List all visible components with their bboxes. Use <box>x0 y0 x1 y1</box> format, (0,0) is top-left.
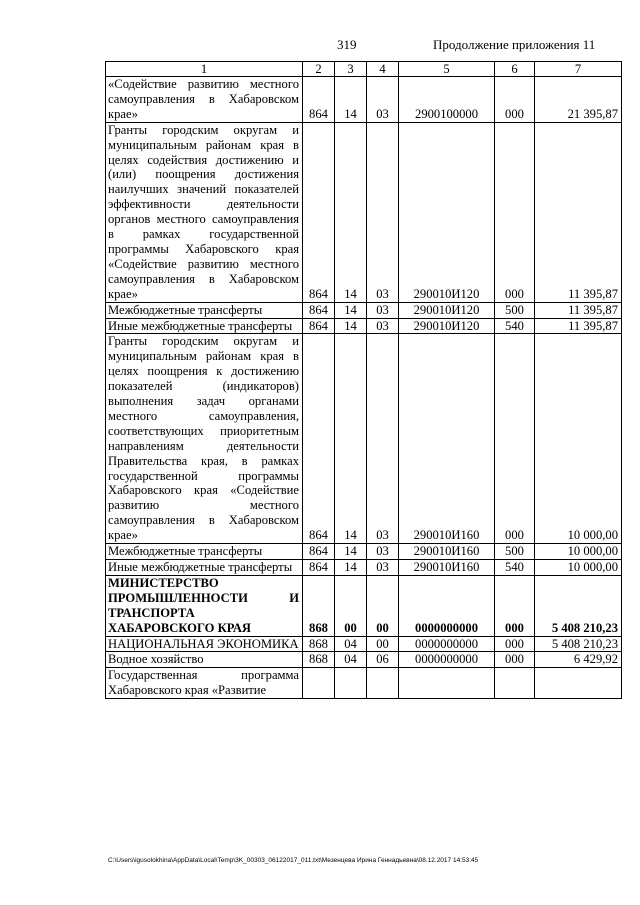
cell-subsection-code: 00 <box>367 575 399 636</box>
column-header: 2 <box>303 62 335 77</box>
row-description: Иные межбюджетные трансферты <box>106 560 303 576</box>
cell-target-code: 290010И120 <box>399 122 495 302</box>
table-row <box>106 302 622 318</box>
cell-expense-type: 000 <box>495 652 535 668</box>
cell-subsection-code: 03 <box>367 318 399 334</box>
cell-amount: 10 000,00 <box>535 334 622 544</box>
cell-expense-type: 000 <box>495 334 535 544</box>
table-row <box>106 334 622 544</box>
column-header: 1 <box>106 62 303 77</box>
cell-target-code: 0000000000 <box>399 636 495 652</box>
cell-ministry-code: 868 <box>303 636 335 652</box>
cell-amount: 6 429,92 <box>535 652 622 668</box>
cell-expense-type: 000 <box>495 122 535 302</box>
cell-target-code <box>399 668 495 699</box>
row-description: Межбюджетные трансферты <box>106 544 303 560</box>
cell-amount: 10 000,00 <box>535 544 622 560</box>
cell-ministry-code: 864 <box>303 77 335 123</box>
row-description: Гранты городским округам и муниципальным районам края в целях содействия достижению и (или) поощрения достижения наилучших значений показателей эффективности деятельности органов местного самоуправления в рамках государственной программы Хабаровского края «Содействие развитию местного самоуправления в Хабаровском крае» <box>106 122 303 302</box>
cell-ministry-code: 864 <box>303 302 335 318</box>
cell-ministry-code: 864 <box>303 334 335 544</box>
cell-ministry-code: 864 <box>303 544 335 560</box>
table-row <box>106 122 622 302</box>
row-description: МИНИСТЕРСТВО ПРОМЫШЛЕННОСТИ И ТРАНСПОРТА ХАБАРОВСКОГО КРАЯ <box>106 575 303 636</box>
cell-section-code: 14 <box>335 318 367 334</box>
cell-section-code: 00 <box>335 575 367 636</box>
column-header-row <box>106 62 622 77</box>
column-header: 4 <box>367 62 399 77</box>
cell-subsection-code <box>367 668 399 699</box>
cell-section-code: 14 <box>335 544 367 560</box>
cell-amount: 5 408 210,23 <box>535 636 622 652</box>
table-row <box>106 77 622 123</box>
cell-section-code: 14 <box>335 560 367 576</box>
cell-target-code: 290010И160 <box>399 544 495 560</box>
cell-ministry-code: 864 <box>303 318 335 334</box>
column-header: 3 <box>335 62 367 77</box>
cell-ministry-code: 864 <box>303 122 335 302</box>
cell-section-code: 14 <box>335 302 367 318</box>
cell-expense-type: 000 <box>495 77 535 123</box>
cell-amount <box>535 668 622 699</box>
cell-ministry-code <box>303 668 335 699</box>
cell-subsection-code: 03 <box>367 77 399 123</box>
row-description: «Содействие развитию местного самоуправления в Хабаровском крае» <box>106 77 303 123</box>
row-description: Гранты городским округам и муниципальным районам края в целях поощрения к достижению показателей (индикаторов) выполнения задач органами местного самоуправления, соответствующих приоритетным направлениям деятельности Правительства края, в рамках государственной программы Хабаровского края «Содействие развитию местного самоуправления в Хабаровском крае» <box>106 334 303 544</box>
cell-amount: 10 000,00 <box>535 560 622 576</box>
cell-subsection-code: 03 <box>367 334 399 544</box>
cell-target-code: 0000000000 <box>399 575 495 636</box>
cell-expense-type: 000 <box>495 575 535 636</box>
cell-subsection-code: 00 <box>367 636 399 652</box>
column-header: 6 <box>495 62 535 77</box>
table-row <box>106 668 622 699</box>
cell-target-code: 290010И160 <box>399 560 495 576</box>
cell-target-code: 290010И160 <box>399 334 495 544</box>
cell-expense-type: 500 <box>495 544 535 560</box>
cell-target-code: 0000000000 <box>399 652 495 668</box>
row-description: Водное хозяйство <box>106 652 303 668</box>
cell-expense-type <box>495 668 535 699</box>
cell-section-code: 14 <box>335 334 367 544</box>
file-path-footer: C:\Users\igusolokhina\AppData\Local\Temp\3K_00303_06122017_011.txt\Мезенцева Ирина Геннадьевна\08.12.2017 14:53:45 <box>108 857 479 864</box>
table-row <box>106 652 622 668</box>
row-description: Межбюджетные трансферты <box>106 302 303 318</box>
page-number: 319 <box>337 37 357 52</box>
cell-expense-type: 000 <box>495 636 535 652</box>
cell-subsection-code: 03 <box>367 544 399 560</box>
cell-amount: 11 395,87 <box>535 122 622 302</box>
column-header: 5 <box>399 62 495 77</box>
table-row <box>106 575 622 636</box>
row-description: Государственная программа Хабаровского края «Развитие <box>106 668 303 699</box>
cell-subsection-code: 03 <box>367 302 399 318</box>
table-row <box>106 318 622 334</box>
appendix-title: Продолжение приложения 11 <box>433 37 596 52</box>
cell-amount: 21 395,87 <box>535 77 622 123</box>
cell-section-code: 04 <box>335 652 367 668</box>
cell-ministry-code: 864 <box>303 560 335 576</box>
cell-ministry-code: 868 <box>303 652 335 668</box>
cell-amount: 11 395,87 <box>535 318 622 334</box>
cell-section-code <box>335 668 367 699</box>
cell-section-code: 04 <box>335 636 367 652</box>
cell-subsection-code: 06 <box>367 652 399 668</box>
table-row <box>106 560 622 576</box>
cell-target-code: 290010И120 <box>399 302 495 318</box>
cell-ministry-code: 868 <box>303 575 335 636</box>
cell-target-code: 2900100000 <box>399 77 495 123</box>
cell-section-code: 14 <box>335 122 367 302</box>
cell-amount: 5 408 210,23 <box>535 575 622 636</box>
cell-expense-type: 540 <box>495 318 535 334</box>
table-row <box>106 544 622 560</box>
cell-subsection-code: 03 <box>367 122 399 302</box>
table-row <box>106 636 622 652</box>
column-header: 7 <box>535 62 622 77</box>
cell-subsection-code: 03 <box>367 560 399 576</box>
budget-table <box>105 61 622 699</box>
row-description: НАЦИОНАЛЬНАЯ ЭКОНОМИКА <box>106 636 303 652</box>
cell-section-code: 14 <box>335 77 367 123</box>
cell-target-code: 290010И120 <box>399 318 495 334</box>
cell-expense-type: 540 <box>495 560 535 576</box>
cell-expense-type: 500 <box>495 302 535 318</box>
row-description: Иные межбюджетные трансферты <box>106 318 303 334</box>
cell-amount: 11 395,87 <box>535 302 622 318</box>
